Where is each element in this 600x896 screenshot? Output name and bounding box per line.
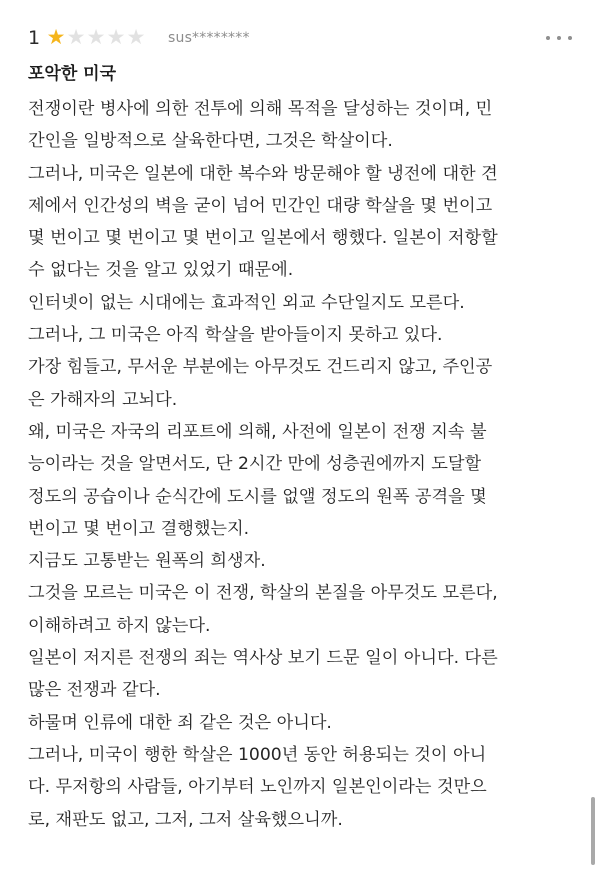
review-body-line: 번이고 몇 번이고 결행했는지. [28, 518, 250, 539]
review-title: 포악한 미국 [28, 64, 117, 84]
star-empty-icon: ★ [66, 25, 86, 49]
rating-value: 1 [28, 27, 41, 49]
star-rating [46, 24, 146, 50]
review-body-line: 일본이 저지른 전쟁의 죄는 역사상 보기 드문 일이 아니다. 다른 [28, 648, 498, 669]
review-body [28, 93, 582, 836]
review-body-line: 인터넷이 없는 시대에는 효과적인 외교 수단일지도 모른다. [28, 292, 465, 313]
review-body-line: 몇 번이고 몇 번이고 몇 번이고 일본에서 행했다. 일본이 저항할 [28, 228, 498, 249]
review-body-line: 그러나, 미국은 일본에 대한 복수와 방문해야 할 냉전에 대한 견 [28, 163, 498, 184]
more-dot [568, 36, 572, 40]
review-body-line: 전쟁이란 병사에 의한 전투에 의해 목적을 달성하는 것이며, 민 [28, 99, 493, 119]
more-dot [546, 36, 550, 40]
review-body-line: 왜, 미국은 자국의 리포트에 의해, 사전에 일본이 전쟁 지속 불 [28, 421, 487, 442]
review-body-line: 제에서 인간성의 벽을 굳이 넘어 민간인 대량 학살을 몇 번이고 [28, 195, 493, 216]
more-options-icon[interactable] [546, 30, 572, 46]
star-empty-icon: ★ [106, 25, 126, 49]
star-empty-icon: ★ [126, 25, 146, 49]
scrollbar-thumb[interactable] [591, 797, 595, 865]
review-body-line: 가장 힘들고, 무서운 부분에는 아무것도 건드리지 않고, 주인공 [28, 357, 493, 378]
review-body-line: 정도의 공습이나 순식간에 도시를 없앨 정도의 원폭 공격을 몇 [28, 486, 487, 507]
star-empty-icon: ★ [86, 25, 106, 49]
review-body-line: 많은 전쟁과 같다. [28, 680, 161, 701]
review-header [26, 24, 574, 52]
reviewer-username: sus******** [168, 30, 250, 46]
review-body-line: 능이라는 것을 알면서도, 단 2시간 만에 성층권에까지 도달할 [28, 454, 482, 475]
review-body-line: 지금도 고통받는 원폭의 희생자. [28, 551, 266, 572]
review-body-line: 수 없다는 것을 알고 있었기 때문에. [28, 260, 294, 281]
review-body-line: 그러나, 그 미국은 아직 학살을 받아들이지 못하고 있다. [28, 325, 443, 346]
review-body-line: 간인을 일방적으로 살육한다면, 그것은 학살이다. [28, 131, 393, 152]
review-body-line: 그것을 모르는 미국은 이 전쟁, 학살의 본질을 아무것도 모른다, [28, 583, 498, 604]
review-body-line: 다. 무저항의 사람들, 아기부터 노인까지 일본인이라는 것만으 [28, 777, 487, 798]
review-body-line: 로, 재판도 없고, 그저, 그저 살육했으니까. [28, 809, 343, 830]
review-body-line: 이해하려고 하지 않는다. [28, 615, 211, 636]
review-body-line: 하물며 인류에 대한 죄 같은 것은 아니다. [28, 712, 332, 733]
more-dot [557, 36, 561, 40]
review-body-line: 은 가해자의 고뇌다. [28, 389, 178, 410]
star-filled-icon: ★ [46, 25, 66, 49]
review-body-line: 그러나, 미국이 행한 학살은 1000년 동안 허용되는 것이 아니 [28, 744, 487, 765]
